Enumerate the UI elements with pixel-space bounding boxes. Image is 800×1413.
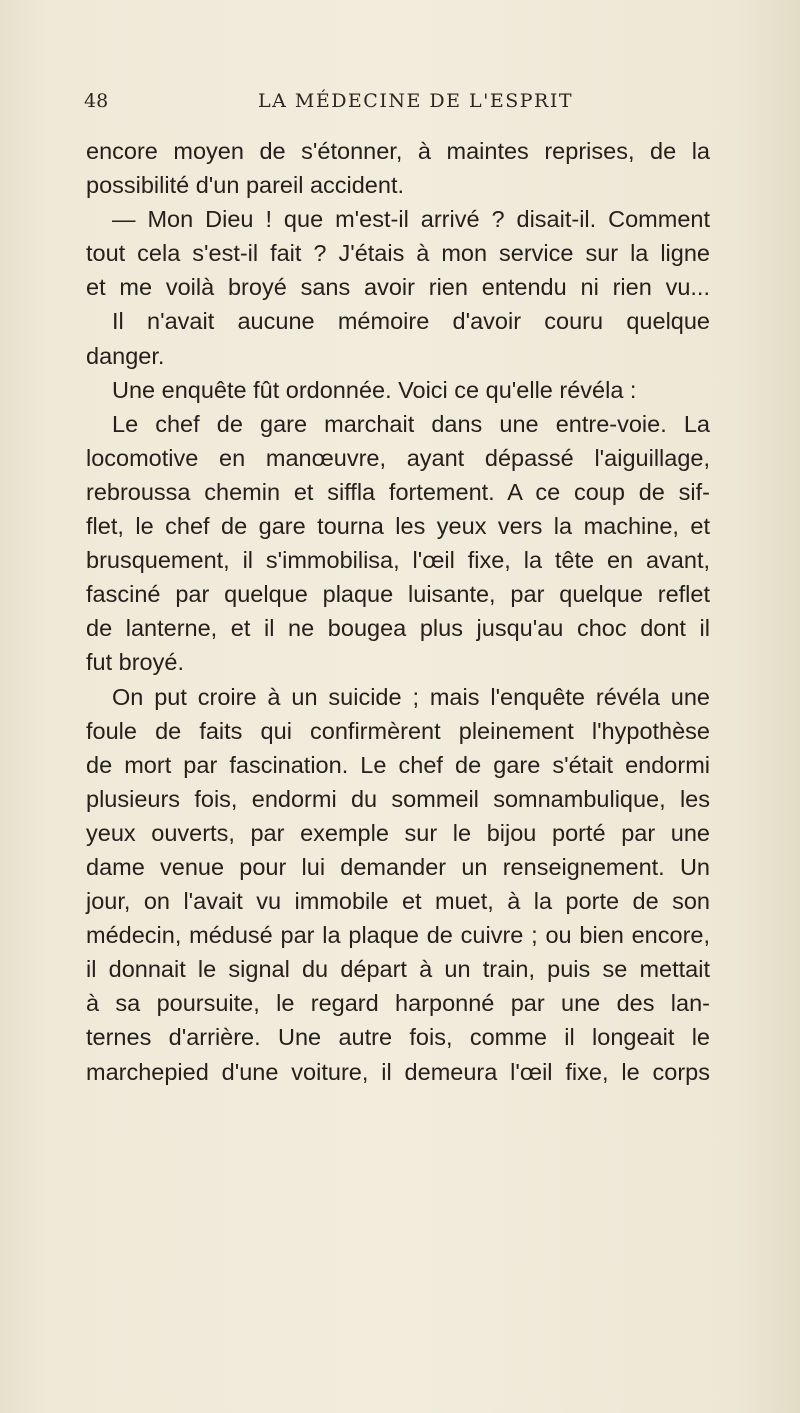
text-line: et me voilà broyé sans avoir rien entendu ni rien vu... <box>86 274 710 301</box>
text-line: flet, le chef de gare tourna les yeux vers la machine, et <box>86 513 710 540</box>
body-text <box>86 134 710 1089</box>
running-title: LA MÉDECINE DE L'ESPRIT <box>258 90 574 112</box>
text-line: de mort par fascination. Le chef de gare s'était endormi <box>86 751 710 778</box>
text-line: rebroussa chemin et siffla fortement. A ce coup de sif- <box>86 478 710 505</box>
page-number: 48 <box>84 90 109 112</box>
text-line: — Mon Dieu ! que m'est-il arrivé ? disait-il. Comment <box>112 206 710 233</box>
text-line: encore moyen de s'étonner, à maintes reprises, de la <box>86 138 710 164</box>
text-line: tout cela s'est-il fait ? J'étais à mon service sur la ligne <box>86 240 710 267</box>
text-line: dame venue pour lui demander un renseignement. Un <box>86 853 710 880</box>
text-line: plusieurs fois, endormi du sommeil somnambulique, les <box>86 785 710 812</box>
text-line: yeux ouverts, par exemple sur le bijou porté par une <box>86 819 710 846</box>
text-line: fasciné par quelque plaque luisante, par quelque reflet <box>86 581 710 608</box>
text-line: de lanterne, et il ne bougea plus jusqu'au choc dont il <box>86 615 710 642</box>
text-line: danger. <box>86 342 165 369</box>
text-line: Le chef de gare marchait dans une entre-voie. La <box>112 410 710 437</box>
text-line: jour, on l'avait vu immobile et muet, à la porte de son <box>86 888 710 915</box>
page-header <box>84 90 710 120</box>
text-line: foule de faits qui confirmèrent pleinement l'hypothèse <box>86 717 710 744</box>
text-line: On put croire à un suicide ; mais l'enquête révéla une <box>112 683 710 710</box>
text-line: brusquement, il s'immobilisa, l'œil fixe, la tête en avant, <box>86 547 710 574</box>
text-line: il donnait le signal du départ à un train, puis se mettait <box>86 956 710 983</box>
text-line: fut broyé. <box>86 649 184 676</box>
text-line: médecin, médusé par la plaque de cuivre ; ou bien encore, <box>86 922 710 949</box>
text-line: ternes d'arrière. Une autre fois, comme il longeait le <box>86 1024 710 1051</box>
text-line: marchepied d'une voiture, il demeura l'œil fixe, le corps <box>86 1058 710 1085</box>
text-line: Il n'avait aucune mémoire d'avoir couru quelque <box>112 308 710 335</box>
text-line: locomotive en manœuvre, ayant dépassé l'aiguillage, <box>86 444 710 471</box>
text-line: Une enquête fût ordonnée. Voici ce qu'elle révéla : <box>112 376 637 403</box>
text-line: possibilité d'un pareil accident. <box>86 172 405 199</box>
text-line: à sa poursuite, le regard harponné par une des lan- <box>86 990 710 1017</box>
